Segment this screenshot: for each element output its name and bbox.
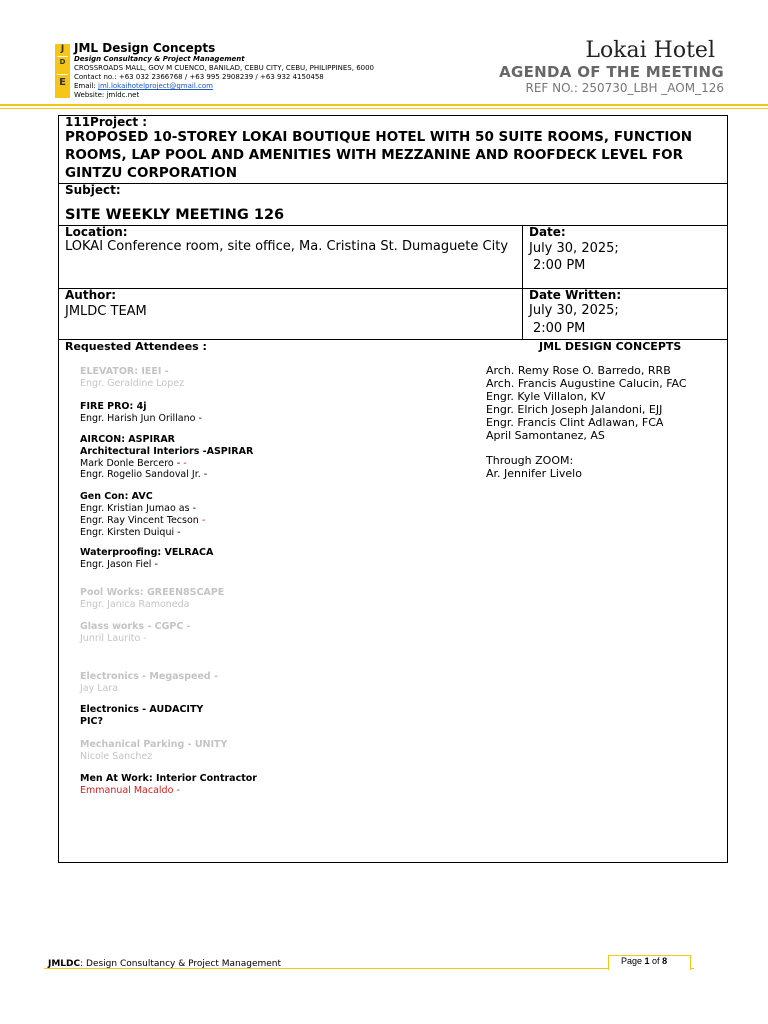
company-name: JML Design Concepts: [74, 41, 216, 55]
table-border: [58, 862, 728, 863]
project-title: PROPOSED 10-STOREY LOKAI BOUTIQUE HOTEL WITH 50 SUITE ROOMS, FUNCTION ROOMS, LAP POOL AND AMENITIES WITH MEZZANINE AND ROOFDECK LEVEL FOR GINTZU CORPORATION: [65, 129, 693, 181]
jml-group-label: JML DESIGN CONCEPTS: [539, 340, 682, 353]
header-divider: [0, 108, 768, 109]
table-border: [727, 115, 728, 863]
jml-attendee: Engr. Kyle Villalon, KV: [486, 390, 606, 403]
logo-letter: J: [60, 44, 65, 54]
attendee-mark: -: [180, 458, 187, 469]
group-heading: Architectural Interiors -ASPIRAR: [80, 446, 254, 457]
table-border: [58, 115, 728, 116]
date-label: Date:: [529, 225, 566, 239]
page-of: of: [649, 956, 663, 966]
attendee-name: Nicole Sanchez: [80, 751, 153, 762]
group-heading: AIRCON: ASPIRAR: [80, 434, 175, 445]
document-title: AGENDA OF THE MEETING: [499, 63, 724, 81]
attendee-name: [80, 515, 205, 527]
subject-label: Subject:: [65, 183, 121, 197]
group-heading: Mechanical Parking - UNITY: [80, 739, 228, 750]
hotel-brand: Lokai Hotel: [585, 38, 715, 63]
attendees-label: Requested Attendees :: [65, 340, 207, 353]
attendee-name-text: Engr. Ray Vincent Tecson: [80, 515, 199, 526]
logo-letter: E: [59, 77, 66, 88]
location-value: LOKAI Conference room, site office, Ma. Cristina St. Dumaguete City: [65, 239, 509, 254]
page-current: 1: [644, 956, 650, 966]
attendee-name: Engr. Kristian Jumao as -: [80, 503, 197, 514]
time-value: 2:00 PM: [533, 258, 586, 273]
date-value: July 30, 2025;: [529, 241, 619, 256]
date-written-value: July 30, 2025;: [529, 303, 619, 318]
zoom-label: Through ZOOM:: [486, 454, 574, 467]
zoom-attendee: Ar. Jennifer Livelo: [486, 467, 582, 480]
footer-text: [48, 959, 281, 969]
author-label: Author:: [65, 288, 117, 302]
page-total: 8: [662, 956, 668, 966]
group-heading: Men At Work: Interior Contractor: [80, 773, 257, 784]
company-tagline: Design Consultancy & Project Management: [74, 55, 245, 63]
header-divider: [0, 104, 768, 106]
group-heading: Glass works - CGPC -: [80, 621, 191, 632]
attendee-name: Engr. Rogelio Sandoval Jr. -: [80, 469, 208, 480]
attendee-name: Engr. Harish Jun Orillano -: [80, 413, 202, 424]
footer-description: : Design Consultancy & Project Management: [80, 959, 282, 969]
jml-attendee: Engr. Elrich Joseph Jalandoni, EJJ: [486, 403, 663, 416]
subject-value: SITE WEEKLY MEETING 126: [65, 207, 285, 223]
table-border: [58, 225, 728, 226]
attendee-name: Jay Lara: [80, 683, 119, 694]
page-number: [621, 956, 667, 966]
attendee-name: Junril Laurito -: [80, 633, 147, 644]
logo-letter: D: [59, 58, 66, 66]
table-border: [522, 225, 523, 339]
email-link[interactable]: jml.lokaihotelproject@gmail.com: [98, 82, 213, 90]
jml-attendee: Engr. Francis Clint Adlawan, FCA: [486, 416, 664, 429]
group-heading: Gen Con: AVC: [80, 491, 153, 502]
group-heading: Pool Works: GREEN8SCAPE: [80, 587, 225, 598]
company-address: CROSSROADS MALL, GOV M CUENCO, BANILAD, CEBU CITY, CEBU, PHILIPPINES, 6000: [74, 64, 375, 72]
reference-number: REF NO.: 250730_LBH _AOM_126: [525, 81, 724, 95]
company-logo: [55, 44, 70, 98]
attendee-name: PIC?: [80, 716, 103, 727]
company-website: Website: jmldc.net: [74, 91, 140, 99]
attendee-name: Emmanual Macaldo -: [80, 785, 180, 796]
attendee-name: Engr. Janica Ramoneda: [80, 599, 190, 610]
group-heading: Waterproofing: VELRACA: [80, 547, 214, 558]
page-label: Page: [621, 956, 645, 966]
attendee-mark: -: [198, 515, 206, 526]
date-written-time: 2:00 PM: [533, 321, 586, 336]
attendee-name: Engr. Kirsten Duiqui -: [80, 527, 181, 538]
jml-attendee: Arch. Remy Rose O. Barredo, RRB: [486, 364, 671, 377]
group-heading: Electronics - Megaspeed -: [80, 671, 218, 682]
attendee-name: Engr. Jason Fiel -: [80, 559, 158, 570]
date-written-label: Date Written:: [529, 288, 622, 302]
company-email-line: [74, 82, 213, 91]
group-heading: ELEVATOR: IEEI -: [80, 366, 169, 377]
attendee-name: Engr. Geraldine Lopez: [80, 378, 185, 389]
footer-company-abbr: JMLDC: [48, 959, 81, 969]
table-border: [58, 115, 59, 863]
company-contact: Contact no.: +63 032 2366768 / +63 995 2908239 / +63 932 4150458: [74, 73, 324, 81]
jml-attendee: April Samontanez, AS: [486, 429, 605, 442]
group-heading: FIRE PRO: 4j: [80, 401, 147, 412]
author-value: JMLDC TEAM: [65, 304, 147, 319]
email-label: Email:: [74, 82, 99, 90]
attendee-name-text: Mark Donle Bercero -: [80, 458, 181, 469]
group-heading: Electronics - AUDACITY: [80, 704, 204, 715]
table-border: [58, 183, 728, 184]
jml-attendee: Arch. Francis Augustine Calucin, FAC: [486, 377, 687, 390]
table-border: [58, 288, 728, 289]
location-label: Location:: [65, 225, 128, 239]
project-label: 111Project :: [65, 115, 148, 129]
